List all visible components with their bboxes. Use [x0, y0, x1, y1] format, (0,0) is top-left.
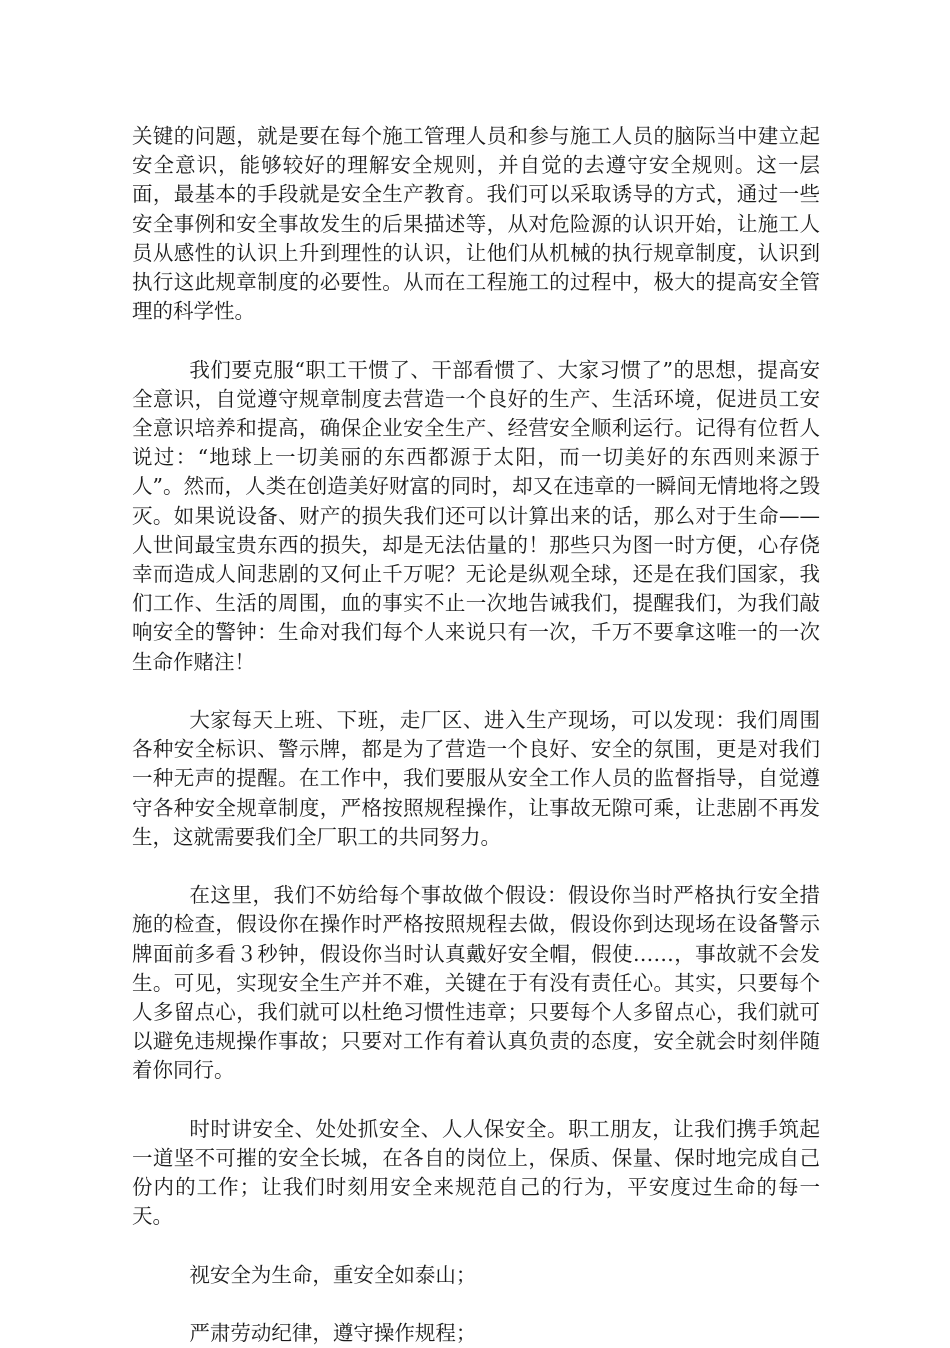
- document-body: [132, 122, 820, 1348]
- paragraph-5: 时时讲安全、处处抓安全、人人保安全。职工朋友，让我们携手筑起一道坚不可摧的安全长城，在各自的岗位上，保质、保量、保时地完成自己份内的工作；让我们时刻用安全来规范自己的行为，平安度过生命的每一天。: [132, 1116, 820, 1229]
- paragraph-6: 视安全为生命，重安全如泰山；: [189, 1262, 477, 1287]
- paragraph-2: 我们要克服“职工干惯了、干部看惯了、大家习惯了”的思想，提高安全意识，自觉遵守规章制度去营造一个良好的生产、生活环境，促进员工安全意识培养和提高，确保企业安全生产、经营安全顺利运行。记得有位哲人说过：“地球上一切美丽的东西都源于太阳，而一切美好的东西则来源于人”。然而，人类在创造美好财富的同时，却又在违章的一瞬间无情地将之毁灭。如果说设备、财产的损失我们还可以计算出来的话，那么对于生命——人世间最宝贵东西的损失，却是无法估量的！那些只为图一时方便，心存侥幸而造成人间悲剧的又何止千万呢？无论是纵观全球，还是在我们国家，我们工作、生活的周围，血的事实不止一次地告诫我们，提醒我们，为我们敲响安全的警钟：生命对我们每个人来说只有一次，千万不要拿这唯一的一次生命作赌注！: [132, 357, 820, 674]
- paragraph-3: 大家每天上班、下班，走厂区、进入生产现场，可以发现：我们周围各种安全标识、警示牌，都是为了营造一个良好、安全的氛围，更是对我们一种无声的提醒。在工作中，我们要服从安全工作人员的监督指导，自觉遵守各种安全规章制度，严格按照规程操作，让事故无隙可乘，让悲剧不再发生，这就需要我们全厂职工的共同努力。: [132, 708, 820, 849]
- paragraph-1: 关键的问题，就是要在每个施工管理人员和参与施工人员的脑际当中建立起安全意识，能够较好的理解安全规则，并自觉的去遵守安全规则。这一层面，最基本的手段就是安全生产教育。我们可以采取诱导的方式，通过一些安全事例和安全事故发生的后果描述等，从对危险源的认识开始，让施工人员从感性的认识上升到理性的认识，让他们从机械的执行规章制度，认识到执行这此规章制度的必要性。从而在工程施工的过程中，极大的提高安全管理的科学性。: [132, 124, 820, 324]
- paragraph-7: 严肃劳动纪律，遵守操作规程；: [189, 1321, 477, 1346]
- paragraph-4: 在这里，我们不妨给每个事故做个假设：假设你当时严格执行安全措施的检查，假设你在操作时严格按照规程去做，假设你到达现场在设备警示牌面前多看３秒钟，假设你当时认真戴好安全帽，假使……，事故就不会发生。可见，实现安全生产并不难，关键在于有没有责任心。其实，只要每个人多留点心，我们就可以杜绝习惯性违章；只要每个人多留点心，我们就可以避免违规操作事故；只要对工作有着认真负责的态度，安全就会时刻伴随着你同行。: [132, 883, 820, 1083]
